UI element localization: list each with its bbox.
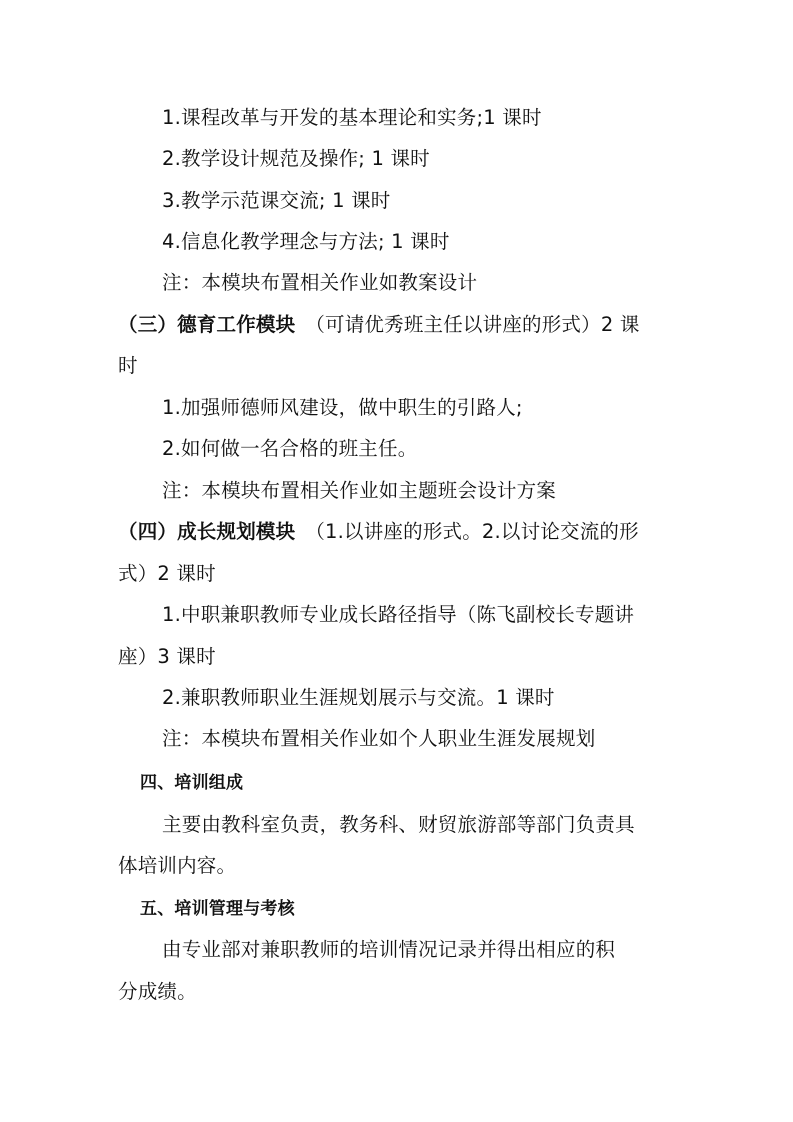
section4-body-continued: 体培训内容。 [118,854,237,877]
module4-item-2: 2.兼职教师职业生涯规划展示与交流。1 课时 [162,686,555,709]
module3-heading [0,305,793,345]
module4-heading [0,512,793,552]
module3-title: 德育工作模块 [177,313,296,336]
module3-note: 注：本模块布置相关作业如主题班会设计方案 [162,479,557,502]
module2-item-3: 3.教学示范课交流; 1 课时 [162,189,391,212]
module2-item-4: 4.信息化教学理念与方法; 1 课时 [162,230,450,253]
module3-item-2: 2.如何做一名合格的班主任。 [162,437,418,460]
module3-item-1: 1.加强师德师风建设，做中职生的引路人; [162,396,523,419]
section5-body: 由专业部对兼职教师的培训情况记录并得出相应的积 [162,938,616,961]
module4-desc-continued: 式）2 课时 [118,562,216,585]
module4-title: 成长规划模块 [177,520,296,543]
section4-body: 主要由教科室负责，教务科、财贸旅游部等部门负责具 [162,813,635,836]
module3-prefix: （三） [118,313,178,336]
section4-heading: 四、培训组成 [140,773,244,793]
module2-item-2: 2.教学设计规范及操作; 1 课时 [162,147,430,170]
module2-note: 注：本模块布置相关作业如教案设计 [162,271,478,294]
module3-desc-continued: 时 [118,354,138,377]
module4-item-1-continued: 座）3 课时 [118,645,216,668]
module4-desc: （1.以讲座的形式。2.以讨论交流的形 [305,520,639,543]
section5-body-continued: 分成绩。 [118,980,197,1003]
module4-prefix: （四） [118,520,178,543]
section5-heading: 五、培训管理与考核 [140,899,295,919]
module3-desc: （可请优秀班主任以讲座的形式）2 课 [305,313,640,336]
module2-item-1: 1.课程改革与开发的基本理论和实务;1 课时 [162,106,542,129]
module4-item-1: 1.中职兼职教师专业成长路径指导（陈飞副校长专题讲 [162,603,635,626]
module4-note: 注：本模块布置相关作业如个人职业生涯发展规划 [162,727,596,750]
